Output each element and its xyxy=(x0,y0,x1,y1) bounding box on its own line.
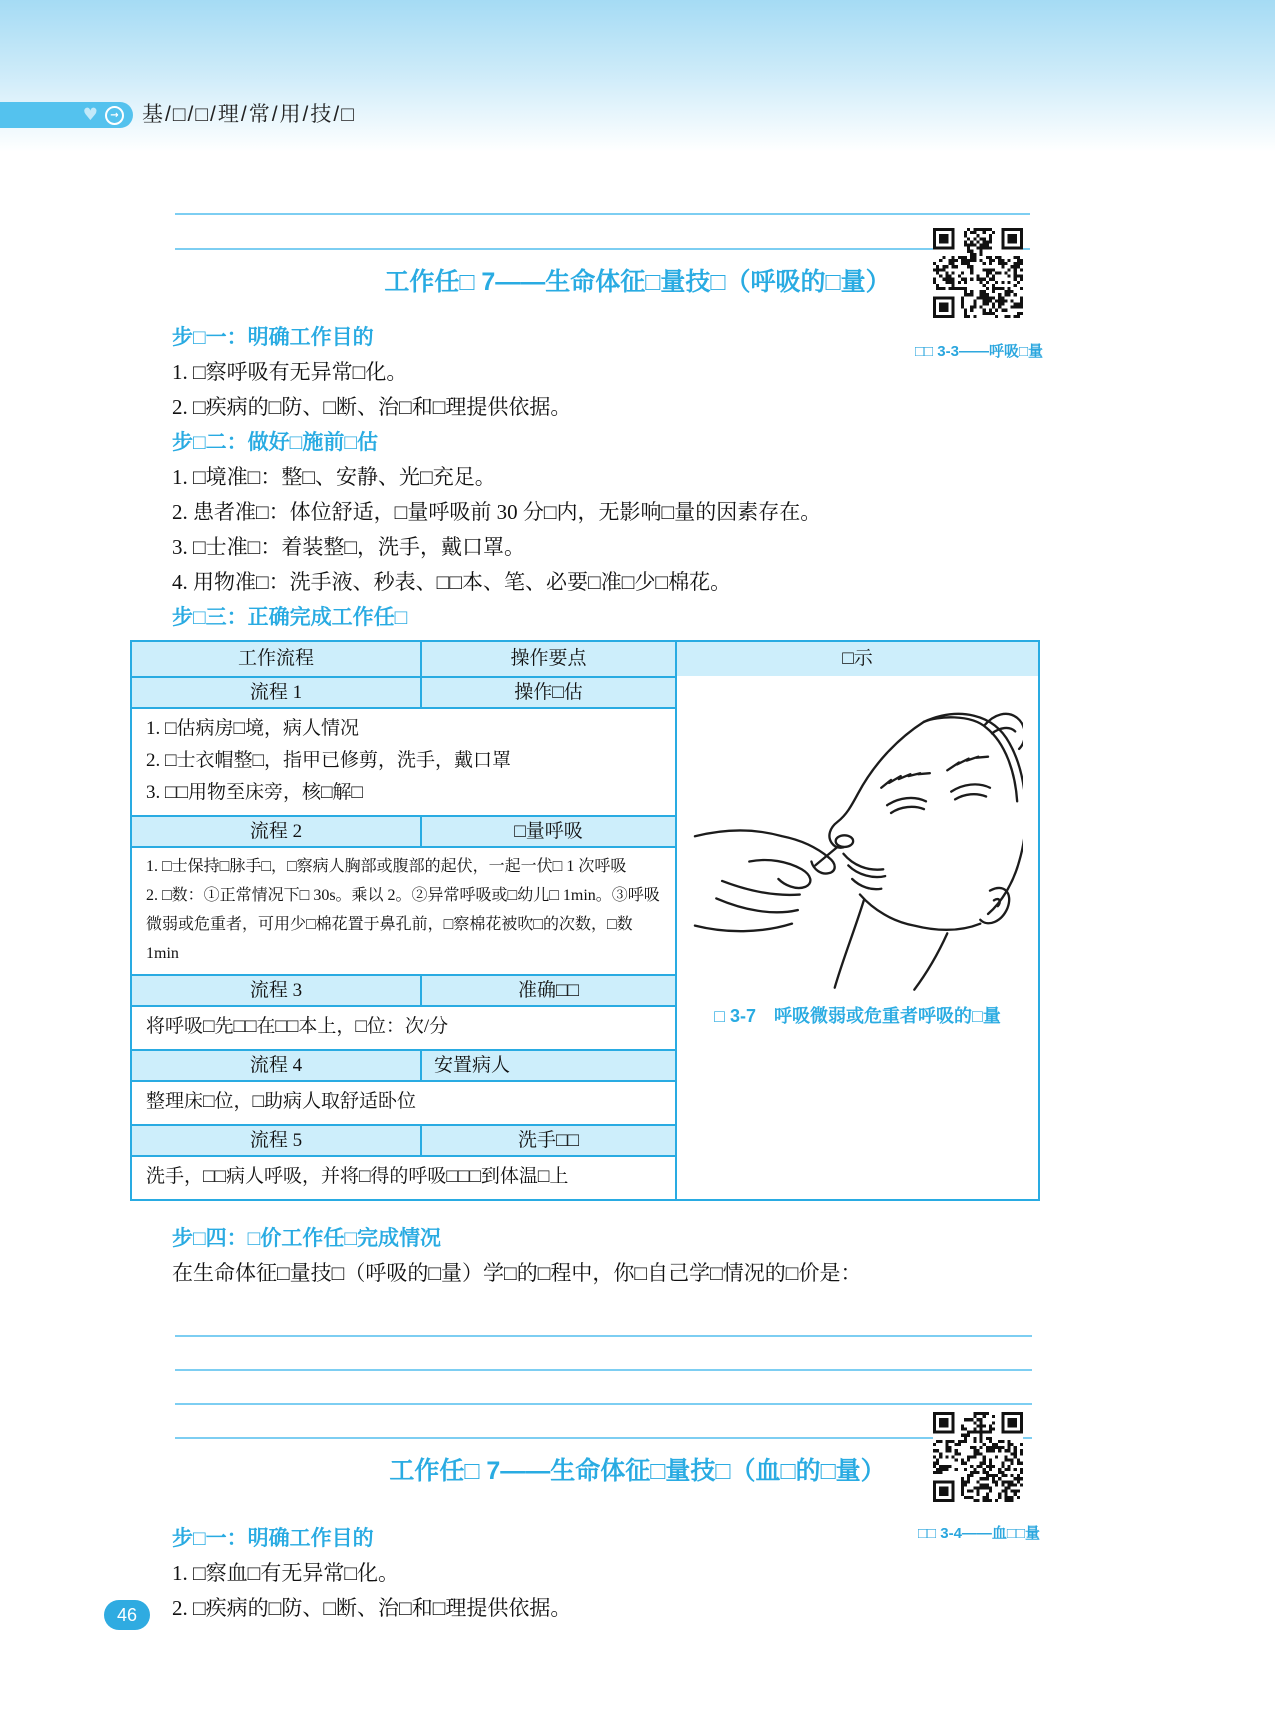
page-top-gradient xyxy=(0,0,1275,152)
point-label: 操作□估 xyxy=(514,682,583,703)
point-label: 准确□□ xyxy=(518,980,579,1001)
answer-line xyxy=(175,1303,1032,1337)
detail-line: 3. □□用物至床旁，核□解□ xyxy=(146,782,363,803)
point-label: □量呼吸 xyxy=(514,821,583,842)
table-row xyxy=(132,815,675,848)
process-label: 流程 4 xyxy=(132,1051,422,1080)
qr-code-blood-pressure xyxy=(933,1412,1023,1502)
respiration-measurement-illustration xyxy=(693,700,1023,992)
writing-line xyxy=(175,248,1030,250)
process-label: 流程 2 xyxy=(132,817,422,846)
list-item: 1. □察血□有无异常□化。 xyxy=(172,1561,400,1585)
detail-line: 洗手，□□病人呼吸，并将□得的呼吸□□□到体温□上 xyxy=(146,1166,569,1187)
step4-heading: 步□四：□价工作任□完成情况 xyxy=(172,1227,442,1250)
list-item: 2. 患者准□：体位舒适，□量呼吸前 30 分□内，无影响□量的因素存在。 xyxy=(172,500,822,524)
page-number-badge: 46 xyxy=(104,1600,150,1630)
qr-caption-respiration: □□ 3-3——呼吸□量 xyxy=(914,343,1044,360)
writing-line xyxy=(175,213,1030,215)
step1-heading: 步□一：明确工作目的 xyxy=(172,326,374,349)
bp-step1-heading: 步□一：明确工作目的 xyxy=(172,1527,374,1550)
table-header-row xyxy=(132,642,1038,676)
section-title-respiration: 工作任□ 7——生命体征□量技□（呼吸的□量） xyxy=(384,268,891,296)
detail-line: 1. □估病房□境，病人情况 xyxy=(146,718,359,739)
table-row xyxy=(132,974,675,1007)
table-row xyxy=(132,676,675,709)
point-label: 安置病人 xyxy=(434,1055,511,1076)
qr-caption-blood-pressure: □□ 3-4——血□□量 xyxy=(917,1525,1041,1542)
arrow-circle-icon: → xyxy=(105,106,124,125)
detail-line: 1. □士保持□脉手□，□察病人胸部或腹部的起伏，一起一伏□ 1 次呼吸 xyxy=(146,858,627,875)
figure-cell xyxy=(677,676,1038,1199)
list-item: 1. □察呼吸有无异常□化。 xyxy=(172,360,408,384)
process-label: 流程 3 xyxy=(132,976,422,1005)
column-header-points: 操作要点 xyxy=(422,642,677,676)
table-row xyxy=(132,848,675,974)
figure-caption: □ 3-7 呼吸微弱或危重者呼吸的□量 xyxy=(714,1006,1001,1026)
step3-heading: 步□三：正确完成工作任□ xyxy=(172,606,408,629)
point-label: 洗手□□ xyxy=(518,1130,579,1151)
evaluation-prompt: 在生命体征□量技□（呼吸的□量）学□的□程中，你□自己学□情况的□价是： xyxy=(172,1261,862,1285)
answer-line xyxy=(175,1371,1032,1405)
detail-line: 整理床□位，□助病人取舒适卧位 xyxy=(146,1091,416,1112)
answer-line xyxy=(175,1405,1032,1439)
list-item: 3. □士准□：着装整□，洗手，戴口罩。 xyxy=(172,535,526,559)
detail-line: 2. □数：①正常情况下□ 30s。乘以 2。②异常呼吸或□幼儿□ 1min。③呼吸微弱或危重者，可用少□棉花置于鼻孔前，□察棉花被吹□的次数，□数 1min xyxy=(146,887,660,962)
detail-line: 2. □士衣帽整□，指甲已修剪，洗手，戴口罩 xyxy=(146,750,511,771)
table-row xyxy=(132,1157,675,1199)
detail-line: 将呼吸□先□□在□□本上，□位：次/分 xyxy=(146,1016,449,1037)
column-header-process: 工作流程 xyxy=(132,642,422,676)
breadcrumb: 基/□/□/理/常/用/技/□ xyxy=(142,103,356,126)
heart-icon: ♥ xyxy=(82,104,98,125)
qr-code-respiration xyxy=(933,228,1023,318)
table-row xyxy=(132,1049,675,1082)
table-row xyxy=(132,1124,675,1157)
table-row xyxy=(132,1007,675,1049)
list-item: 1. □境准□：整□、安静、光□充足。 xyxy=(172,465,496,489)
process-label: 流程 5 xyxy=(132,1126,422,1155)
column-header-figure: □示 xyxy=(842,648,873,669)
table-row xyxy=(132,1082,675,1124)
table-row xyxy=(132,709,675,815)
process-label: 流程 1 xyxy=(132,678,422,707)
step2-heading: 步□二：做好□施前□估 xyxy=(172,431,379,454)
answer-line xyxy=(175,1337,1032,1371)
procedure-table xyxy=(130,640,1040,1201)
header-pill xyxy=(0,102,133,128)
list-item: 4. 用物准□：洗手液、秒表、□□本、笔、必要□准□少□棉花。 xyxy=(172,570,732,594)
main-content xyxy=(130,320,1040,1439)
list-item: 2. □疾病的□防、□断、治□和□理提供依据。 xyxy=(172,1596,572,1620)
list-item: 2. □疾病的□防、□断、治□和□理提供依据。 xyxy=(172,395,572,419)
section-title-blood-pressure: 工作任□ 7——生命体征□量技□（血□的□量） xyxy=(389,1457,886,1485)
